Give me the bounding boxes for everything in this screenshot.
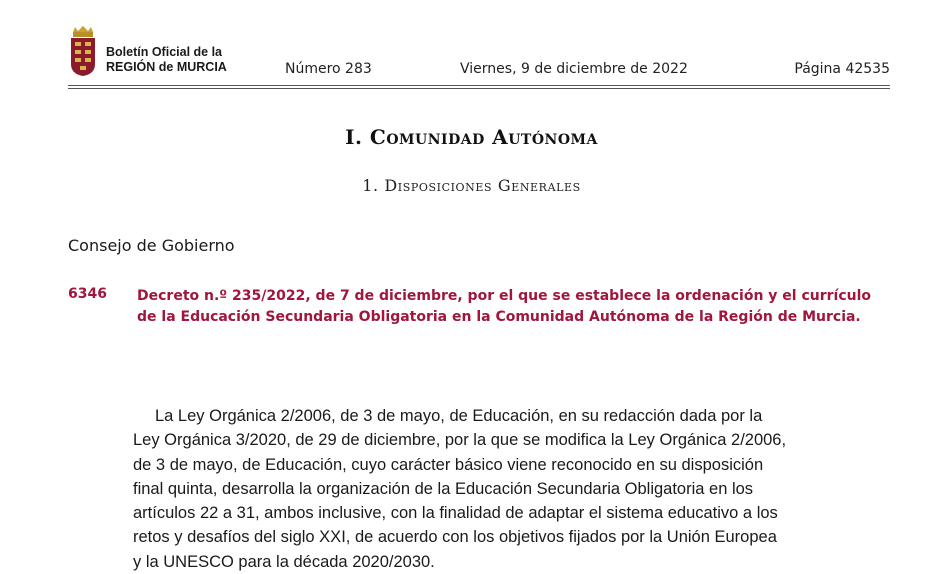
section-heading: I. Comunidad Autónoma [345, 125, 598, 149]
page-number: Página 42535 [794, 61, 890, 77]
body-line: de 3 de mayo, de Educación, cuyo carácter básico viene reconocido en su disposición [133, 455, 764, 474]
region-coat-of-arms-icon [69, 26, 97, 76]
publication-title [106, 45, 227, 75]
issue-number: Número 283 [285, 61, 372, 77]
publication-title-line1: Boletín Oficial de la [106, 45, 222, 59]
issue-date: Viernes, 9 de diciembre de 2022 [460, 61, 688, 77]
body-line: y la UNESCO para la década 2020/2030. [133, 552, 435, 571]
body-line: Ley Orgánica 3/2020, de 29 de diciembre, por la que se modifica la Ley Orgánica 2/2006, [133, 431, 787, 450]
decree-title [137, 286, 897, 328]
issuing-body: Consejo de Gobierno [68, 236, 235, 255]
body-line: final quinta, desarrolla la organización de la Educación Secundaria Obligatoria en los [133, 479, 754, 498]
body-paragraph [133, 404, 823, 574]
body-line: La Ley Orgánica 2/2006, de 3 de mayo, de Educación, en su redacción dada por la [155, 407, 763, 425]
decree-entry-number: 6346 [68, 286, 107, 302]
body-line: retos y desafíos del siglo XXI, de acuerdo con los objetivos fijados por la Unión Europea [133, 528, 777, 547]
header-divider-bottom [68, 88, 890, 89]
body-line: artículos 22 a 31, ambos inclusive, con la finalidad de adaptar el sistema educativo a los [133, 504, 778, 523]
publication-title-line2: REGIÓN de MURCIA [106, 60, 227, 74]
decree-title-line: Decreto n.º 235/2022, de 7 de diciembre, por el que se establece la ordenación y el currículo [137, 288, 872, 304]
header-divider-top [68, 85, 890, 86]
subsection-heading: 1. Disposiciones Generales [362, 176, 581, 195]
decree-title-line: de la Educación Secundaria Obligatoria en la Comunidad Autónoma de la Región de Murcia. [137, 309, 861, 325]
